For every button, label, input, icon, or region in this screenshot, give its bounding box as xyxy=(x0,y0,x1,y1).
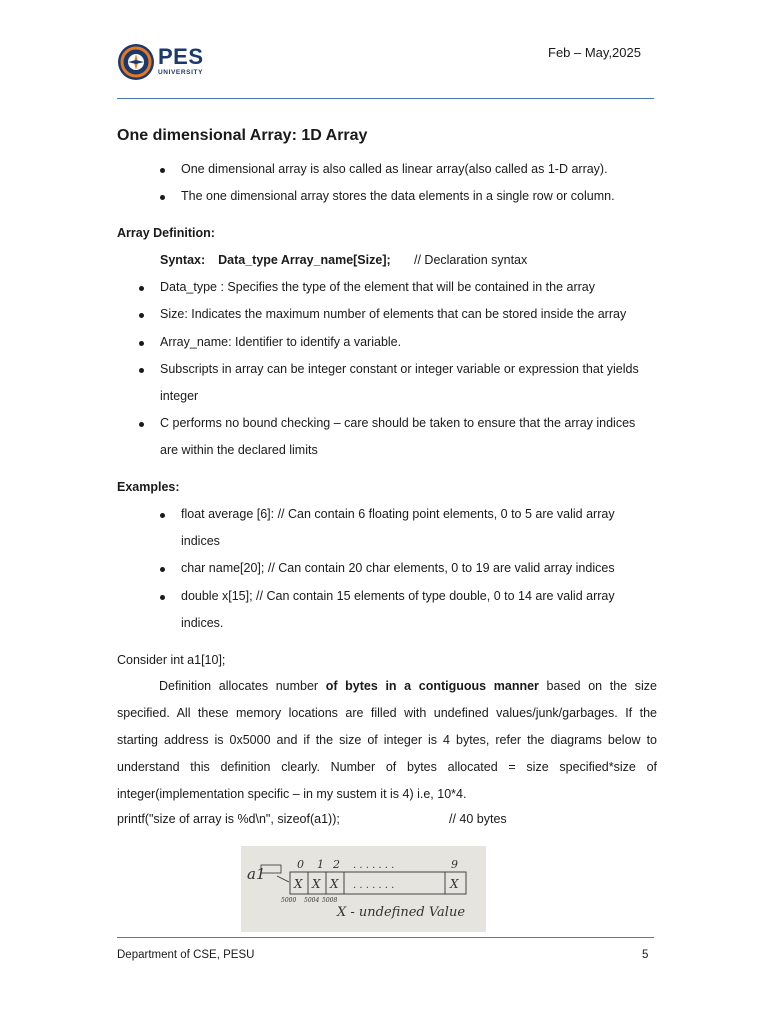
printf-comment: // 40 bytes xyxy=(449,812,507,826)
diagram-index-1: 1 xyxy=(317,858,324,871)
definition-bullet-bound-check-cont: are within the declared limits xyxy=(160,443,318,457)
example-char: char name[20]; // Can contain 20 char elements, 0 to 19 are valid array indices xyxy=(181,561,615,575)
paragraph-bold-text: of bytes in a contiguous manner xyxy=(325,679,539,693)
example-float-cont: indices xyxy=(181,534,220,548)
example-double: double x[15]; // Can contain 15 elements of type double, 0 to 14 are valid array xyxy=(181,589,615,603)
syntax-comment: // Declaration syntax xyxy=(414,253,528,267)
example-float: float average [6]: // Can contain 6 floating point elements, 0 to 5 are valid array xyxy=(181,507,615,521)
logo-brand: PES xyxy=(158,44,204,69)
definition-bullet-bound-check: C performs no bound checking – care should be taken to ensure that the array indices xyxy=(160,416,636,430)
example-double-cont: indices. xyxy=(181,616,224,630)
definition-bullet-array-name: Array_name: Identifier to identify a variable. xyxy=(160,335,402,349)
diagram-index-2: 2 xyxy=(333,858,340,871)
intro-bullet-1: One dimensional array is also called as linear array(also called as 1-D array). xyxy=(181,162,608,176)
university-logo xyxy=(116,42,236,84)
diagram-cell-0: X xyxy=(294,877,303,891)
footer-page-number: 5 xyxy=(642,949,649,961)
definition-bullet-datatype: Data_type : Specifies the type of the element that will be contained in the array xyxy=(160,280,595,294)
syntax-label: Syntax: xyxy=(160,253,206,267)
diagram-index-9: 9 xyxy=(451,858,458,871)
diagram-pointer-arrow xyxy=(277,876,289,882)
array-memory-diagram xyxy=(241,846,486,932)
definition-bullet-size: Size: Indicates the maximum number of elements that can be stored inside the array xyxy=(160,307,627,321)
definition-bullet-subscripts-cont: integer xyxy=(160,389,199,403)
page-title: One dimensional Array: 1D Array xyxy=(117,127,368,144)
consider-line: Consider int a1[10]; xyxy=(117,653,226,667)
diagram-array-name: a1 xyxy=(247,865,266,883)
array-diagram-drawing xyxy=(241,846,486,932)
definition-bullet-subscripts: Subscripts in array can be integer constant or integer variable or expression that yields xyxy=(160,362,639,376)
diagram-caption: X - undefined Value xyxy=(337,905,466,920)
diagram-address-1: 5004 xyxy=(304,897,320,904)
diagram-index-dots: . . . . . . . xyxy=(353,860,395,871)
paragraph-text-end: based on the size specified. All these memory locations are filled with undefined values/junk/garbages. If the starting address is 0x5000 and if the size of integer is 4 bytes, refer the diagrams below to understand this definition clearly. Number of bytes allocated = size specified*size of integer(implementation specific – in my sustem it is 4) i.e, 10*4. xyxy=(117,679,657,801)
paragraph-text-start: Definition allocates number xyxy=(159,679,326,693)
array-definition-heading: Array Definition: xyxy=(117,226,215,240)
logo-subtitle: UNIVERSITY xyxy=(158,69,204,76)
diagram-address-0: 5000 xyxy=(281,897,297,904)
diagram-cell-1: X xyxy=(312,877,321,891)
intro-bullet-2: The one dimensional array stores the data elements in a single row or column. xyxy=(181,189,615,203)
header-rule xyxy=(117,98,654,99)
diagram-cell-2: X xyxy=(330,877,339,891)
diagram-index-0: 0 xyxy=(297,858,304,871)
diagram-address-2: 5008 xyxy=(322,897,338,904)
header-date: Feb – May,2025 xyxy=(548,45,641,60)
footer-rule xyxy=(117,937,654,938)
syntax-code: Data_type Array_name[Size]; xyxy=(218,253,391,267)
examples-heading: Examples: xyxy=(117,480,180,494)
syntax-line xyxy=(160,253,391,267)
diagram-cell-9: X xyxy=(450,877,459,891)
logo-emblem-icon xyxy=(116,42,156,82)
diagram-cell-dots: . . . . . . . xyxy=(353,880,395,891)
definition-paragraph xyxy=(117,673,657,808)
footer-department: Department of CSE, PESU xyxy=(117,949,255,961)
printf-code: printf("size of array is %d\n", sizeof(a1)); xyxy=(117,812,340,826)
